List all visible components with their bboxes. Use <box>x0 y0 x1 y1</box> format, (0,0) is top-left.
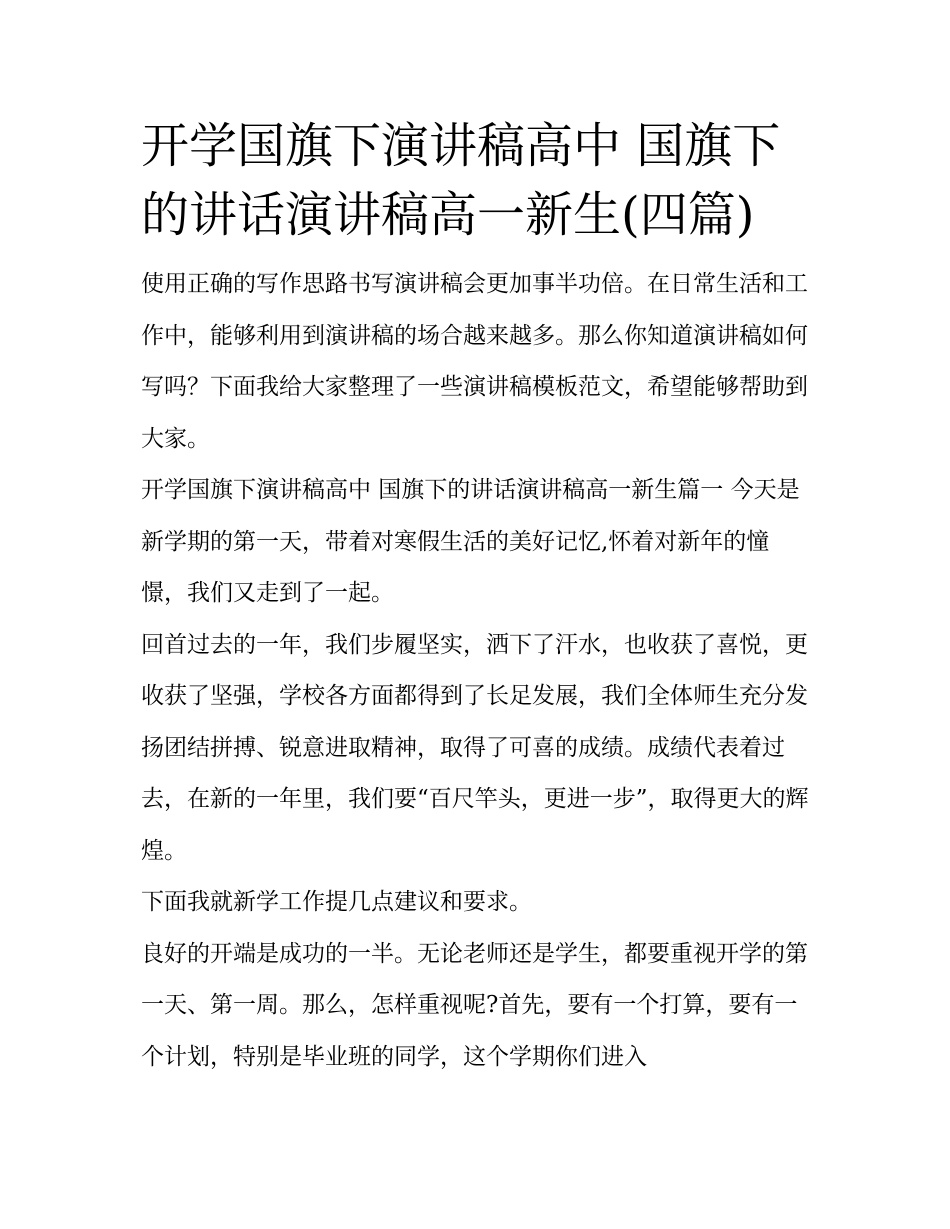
paragraph-good-start: 良好的开端是成功的一半。无论老师还是学生，都要重视开学的第一天、第一周。那么，怎样重视呢?首先，要有一个打算，要有一个计划，特别是毕业班的同学，这个学期你们进入 <box>141 940 808 1070</box>
paragraph-intro: 使用正确的写作思路书写演讲稿会更加事半功倍。在日常生活和工作中，能够利用到演讲稿的场合越来越多。那么你知道演讲稿如何写吗？下面我给大家整理了一些演讲稿模板范文，希望能够帮助到大家。 <box>141 271 808 452</box>
paragraph-review: 回首过去的一年，我们步履坚实，洒下了汗水，也收获了喜悦，更收获了坚强，学校各方面都得到了长足发展，我们全体师生充分发扬团结拼搏、锐意进取精神，取得了可喜的成绩。成绩代表着过去，在新的一年里，我们要“百尺竿头，更进一步”，取得更大的辉煌。 <box>141 631 809 864</box>
document-body <box>141 112 813 1083</box>
document-title: 开学国旗下演讲稿高中 国旗下的讲话演讲稿高一新生(四篇) <box>141 118 781 243</box>
paragraph-speech-opening: 开学国旗下演讲稿高中 国旗下的讲话演讲稿高一新生篇一 今天是新学期的第一天，带着对寒假生活的美好记忆,怀着对新年的憧憬，我们又走到了一起。 <box>141 477 800 606</box>
paragraph-suggestions: 下面我就新学工作提几点建议和要求。 <box>141 889 532 915</box>
